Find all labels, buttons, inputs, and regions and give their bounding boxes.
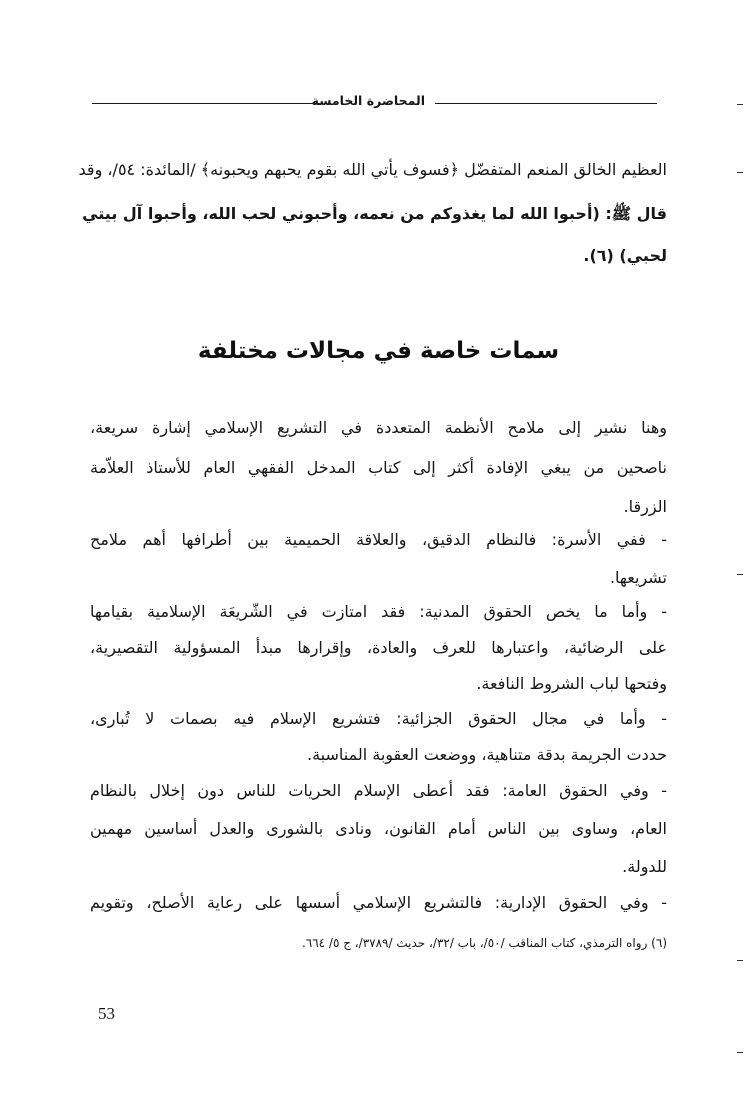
paragraph-line: الزرقا. bbox=[623, 497, 667, 516]
running-head bbox=[92, 92, 657, 114]
paragraph-line: وهنا نشير إلى ملامح الأنظمة المتعددة في التشريع الإسلامي إشارة سريعة، bbox=[90, 418, 667, 437]
paragraph-line: - وفي الحقوق العامة: فقد أعطى الإسلام الحريات للناس دون إخلال بالنظام bbox=[90, 781, 667, 800]
paragraph-line: للدولة. bbox=[622, 857, 667, 876]
paragraph-line: على الرضائية، واعتبارها للعرف والعادة، وإقرارها مبدأ المسؤولية التقصيرية، bbox=[90, 638, 667, 657]
footnote: (٦) رواه الترمذي، كتاب المناقب /٥٠/، باب /٣٢/، حديث /٣٧٨٩/، ج ٥/ ٦٦٤. bbox=[301, 936, 667, 950]
section-heading: سمات خاصة في مجالات مختلفة bbox=[197, 338, 560, 364]
paragraph-line: حددت الجريمة بدقة متناهية، ووضعت العقوبة المناسبة. bbox=[306, 745, 667, 764]
paragraph-line: وفتحها لباب الشروط النافعة. bbox=[476, 674, 667, 693]
margin-tick bbox=[737, 172, 743, 173]
paragraph-line: - وأما ما يخص الحقوق المدنية: فقد امتازت في الشّريعَة الإسلامية بقيامها bbox=[90, 602, 667, 621]
paragraph-line: العظيم الخالق المنعم المتفضّل ﴿فسوف يأتي الله بقوم يحبهم ويحبونه﴾ /المائدة: ٥٤/، وقد bbox=[78, 160, 667, 179]
margin-tick bbox=[737, 574, 743, 575]
paragraph-line: تشريعها. bbox=[609, 568, 667, 587]
paragraph-line: العام، وساوى بين الناس أمام القانون، ونادى بالشورى والعدل أساسين مهمين bbox=[90, 819, 667, 838]
running-head-title: المحاضرة الخامسة bbox=[311, 93, 425, 108]
paragraph-line: قال ﷺ: (أحبوا الله لما يغذوكم من نعمه، وأحبوني لحب الله، وأحبوا آل بيتي bbox=[82, 204, 667, 223]
margin-tick bbox=[737, 1052, 743, 1053]
paragraph-line: - ففي الأسرة: فالنظام الدقيق، والعلاقة الحميمية بين أطرافها أهم ملامح bbox=[90, 530, 667, 549]
paragraph-line: ناصحين من يبغي الإفادة أكثر إلى كتاب المدخل الفقهي العام للأستاذ العلاّمة bbox=[90, 458, 667, 477]
margin-tick bbox=[737, 104, 743, 105]
paragraph-line: لحبي) (٦). bbox=[583, 246, 667, 265]
paragraph-line: - وفي الحقوق الإدارية: فالتشريع الإسلامي أسسها على رعاية الأصلح، وتقويم bbox=[90, 893, 667, 912]
margin-tick bbox=[737, 960, 743, 961]
page-number: 53 bbox=[98, 1004, 115, 1023]
header-rule-right bbox=[435, 103, 657, 104]
paragraph-line: - وأما في مجال الحقوق الجزائية: فتشريع الإسلام فيه بصمات لا تُبارى، bbox=[90, 709, 667, 728]
header-rule-left bbox=[92, 103, 320, 104]
